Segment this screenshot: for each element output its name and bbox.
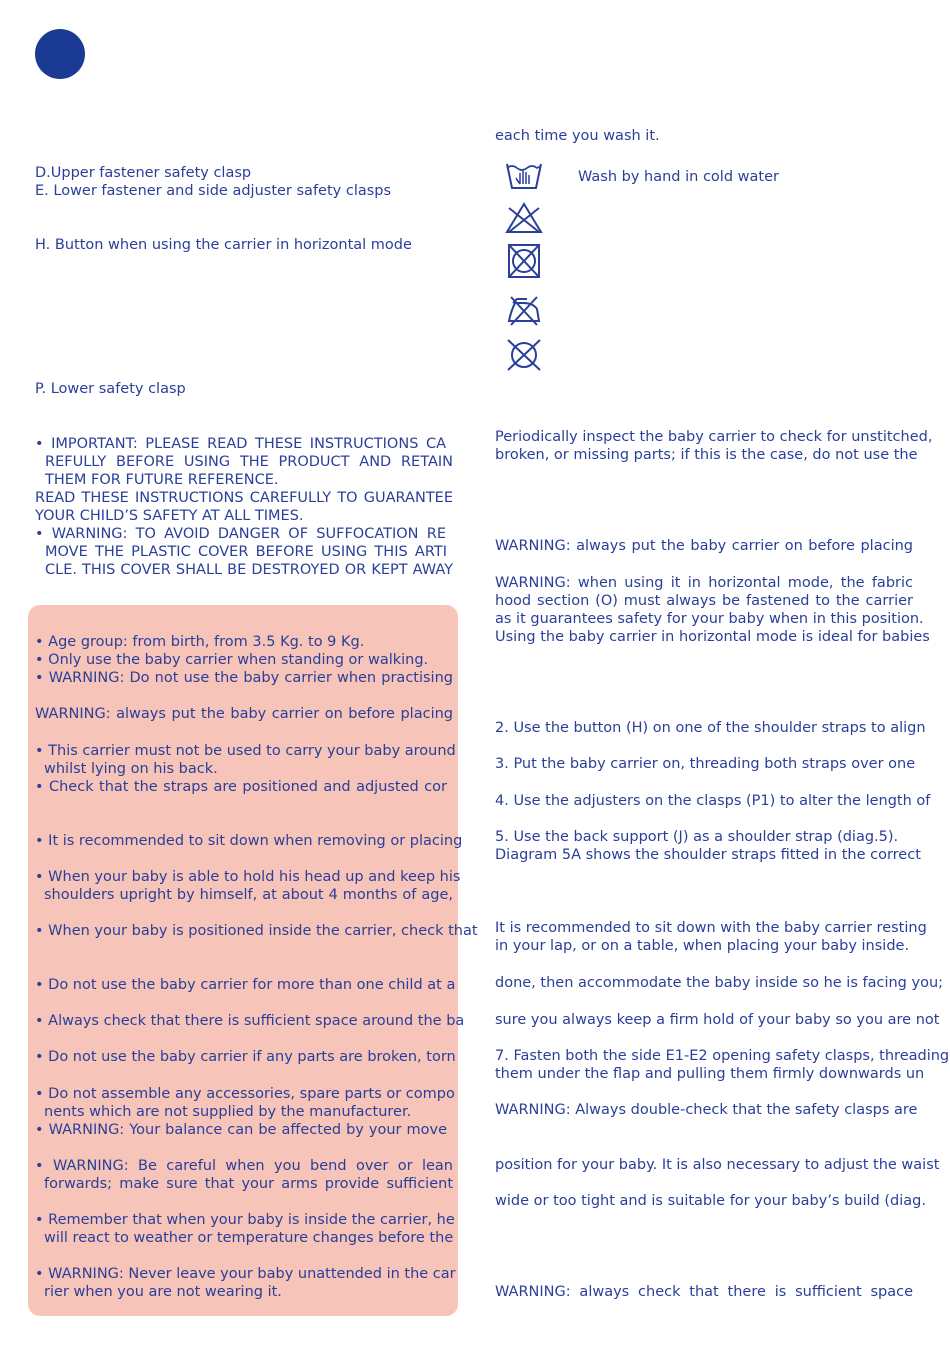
no-dry-clean-icon	[503, 337, 545, 373]
important-line: THEM FOR FUTURE REFERENCE.	[45, 472, 279, 488]
warning-line: nents which are not supplied by the manufacturer.	[44, 1104, 412, 1120]
instruction-line: WARNING: when using it in horizontal mode, the fabric	[495, 575, 913, 591]
warning-line: • Age group: from birth, from 3.5 Kg. to 9 Kg.	[35, 634, 365, 650]
important-line: • WARNING: TO AVOID DANGER OF SUFFOCATION RE	[35, 526, 446, 542]
instruction-line: WARNING: Always double-check that the safety clasps are	[495, 1102, 918, 1118]
warning-line: • Do not use the baby carrier if any parts are broken, torn	[35, 1049, 456, 1065]
warning-line: • It is recommended to sit down when removing or placing	[35, 833, 463, 849]
warning-line: • This carrier must not be used to carry your baby around	[35, 743, 456, 759]
warning-line: • WARNING: Be careful when you bend over or lean	[35, 1158, 453, 1174]
instruction-line: in your lap, or on a table, when placing your baby inside.	[495, 938, 910, 954]
warning-line: whilst lying on his back.	[44, 761, 218, 777]
important-line: CLE. THIS COVER SHALL BE DESTROYED OR KEPT AWAY	[45, 562, 453, 578]
instruction-line: wide or too tight and is suitable for your baby’s build (diag.	[495, 1193, 926, 1209]
warning-line: • WARNING: Do not use the baby carrier when practising	[35, 670, 453, 686]
instruction-line: Diagram 5A shows the shoulder straps fitted in the correct	[495, 847, 921, 863]
warning-line: • Only use the baby carrier when standing or walking.	[35, 652, 429, 668]
warning-line: WARNING: always put the baby carrier on before placing	[35, 706, 453, 722]
instruction-line: done, then accommodate the baby inside so he is facing you;	[495, 975, 944, 991]
part-d-label: D.Upper fastener safety clasp	[35, 165, 252, 181]
page-number-dot	[35, 29, 85, 79]
instruction-line: 5. Use the back support (J) as a shoulder strap (diag.5).	[495, 829, 899, 845]
warning-line: shoulders upright by himself, at about 4 months of age,	[44, 887, 453, 903]
warning-line: • Check that the straps are positioned and adjusted cor	[35, 779, 447, 795]
no-tumble-dry-icon	[503, 243, 545, 279]
hand-wash-icon	[503, 158, 545, 194]
instruction-line: WARNING: always put the baby carrier on before placing	[495, 538, 913, 554]
warning-line: • Remember that when your baby is inside the carrier, he	[35, 1212, 455, 1228]
no-iron-icon	[503, 293, 545, 329]
warning-line: • WARNING: Your balance can be affected by your move	[35, 1122, 447, 1138]
instruction-line: as it guarantees safety for your baby when in this position.	[495, 611, 924, 627]
no-bleach-icon	[503, 200, 545, 236]
warning-line: • WARNING: Never leave your baby unattended in the car	[35, 1266, 456, 1282]
instruction-line: 7. Fasten both the side E1-E2 opening safety clasps, threading	[495, 1048, 950, 1064]
wash-label: Wash by hand in cold water	[578, 169, 779, 185]
instruction-line: WARNING: always check that there is sufficient space	[495, 1284, 913, 1300]
wash-note: each time you wash it.	[495, 128, 660, 144]
important-line: • IMPORTANT: PLEASE READ THESE INSTRUCTIONS CA	[35, 436, 446, 452]
important-line: YOUR CHILD’S SAFETY AT ALL TIMES.	[35, 508, 304, 524]
warning-line: • When your baby is able to hold his head up and keep his	[35, 869, 461, 885]
instruction-line: 4. Use the adjusters on the clasps (P1) to alter the length of	[495, 793, 931, 809]
part-h-label: H. Button when using the carrier in horizontal mode	[35, 237, 412, 253]
warning-line: • Always check that there is sufficient space around the ba	[35, 1013, 465, 1029]
warning-line: • Do not assemble any accessories, spare parts or compo	[35, 1086, 455, 1102]
instruction-line: 2. Use the button (H) on one of the shoulder straps to align	[495, 720, 926, 736]
warning-line: • Do not use the baby carrier for more than one child at a	[35, 977, 456, 993]
instruction-line: Using the baby carrier in horizontal mode is ideal for babies	[495, 629, 930, 645]
instruction-line: broken, or missing parts; if this is the case, do not use the	[495, 447, 918, 463]
warning-line: will react to weather or temperature changes before the	[44, 1230, 454, 1246]
part-e-label: E. Lower fastener and side adjuster safety clasps	[35, 183, 392, 199]
warning-line: • When your baby is positioned inside the carrier, check that	[35, 923, 478, 939]
part-p-label: P. Lower safety clasp	[35, 381, 186, 397]
instruction-line: It is recommended to sit down with the baby carrier resting	[495, 920, 927, 936]
important-line: READ THESE INSTRUCTIONS CAREFULLY TO GUARANTEE	[35, 490, 453, 506]
instruction-line: them under the flap and pulling them firmly downwards un	[495, 1066, 925, 1082]
important-line: MOVE THE PLASTIC COVER BEFORE USING THIS ARTI	[45, 544, 447, 560]
important-line: REFULLY BEFORE USING THE PRODUCT AND RETAIN	[45, 454, 453, 470]
instruction-line: sure you always keep a firm hold of your baby so you are not	[495, 1012, 940, 1028]
instruction-line: position for your baby. It is also necessary to adjust the waist	[495, 1157, 940, 1173]
warning-line: rier when you are not wearing it.	[44, 1284, 282, 1300]
instruction-line: Periodically inspect the baby carrier to check for unstitched,	[495, 429, 933, 445]
warning-line: forwards; make sure that your arms provide sufficient	[44, 1176, 453, 1192]
instruction-line: 3. Put the baby carrier on, threading both straps over one	[495, 756, 916, 772]
instruction-line: hood section (O) must always be fastened to the carrier	[495, 593, 913, 609]
